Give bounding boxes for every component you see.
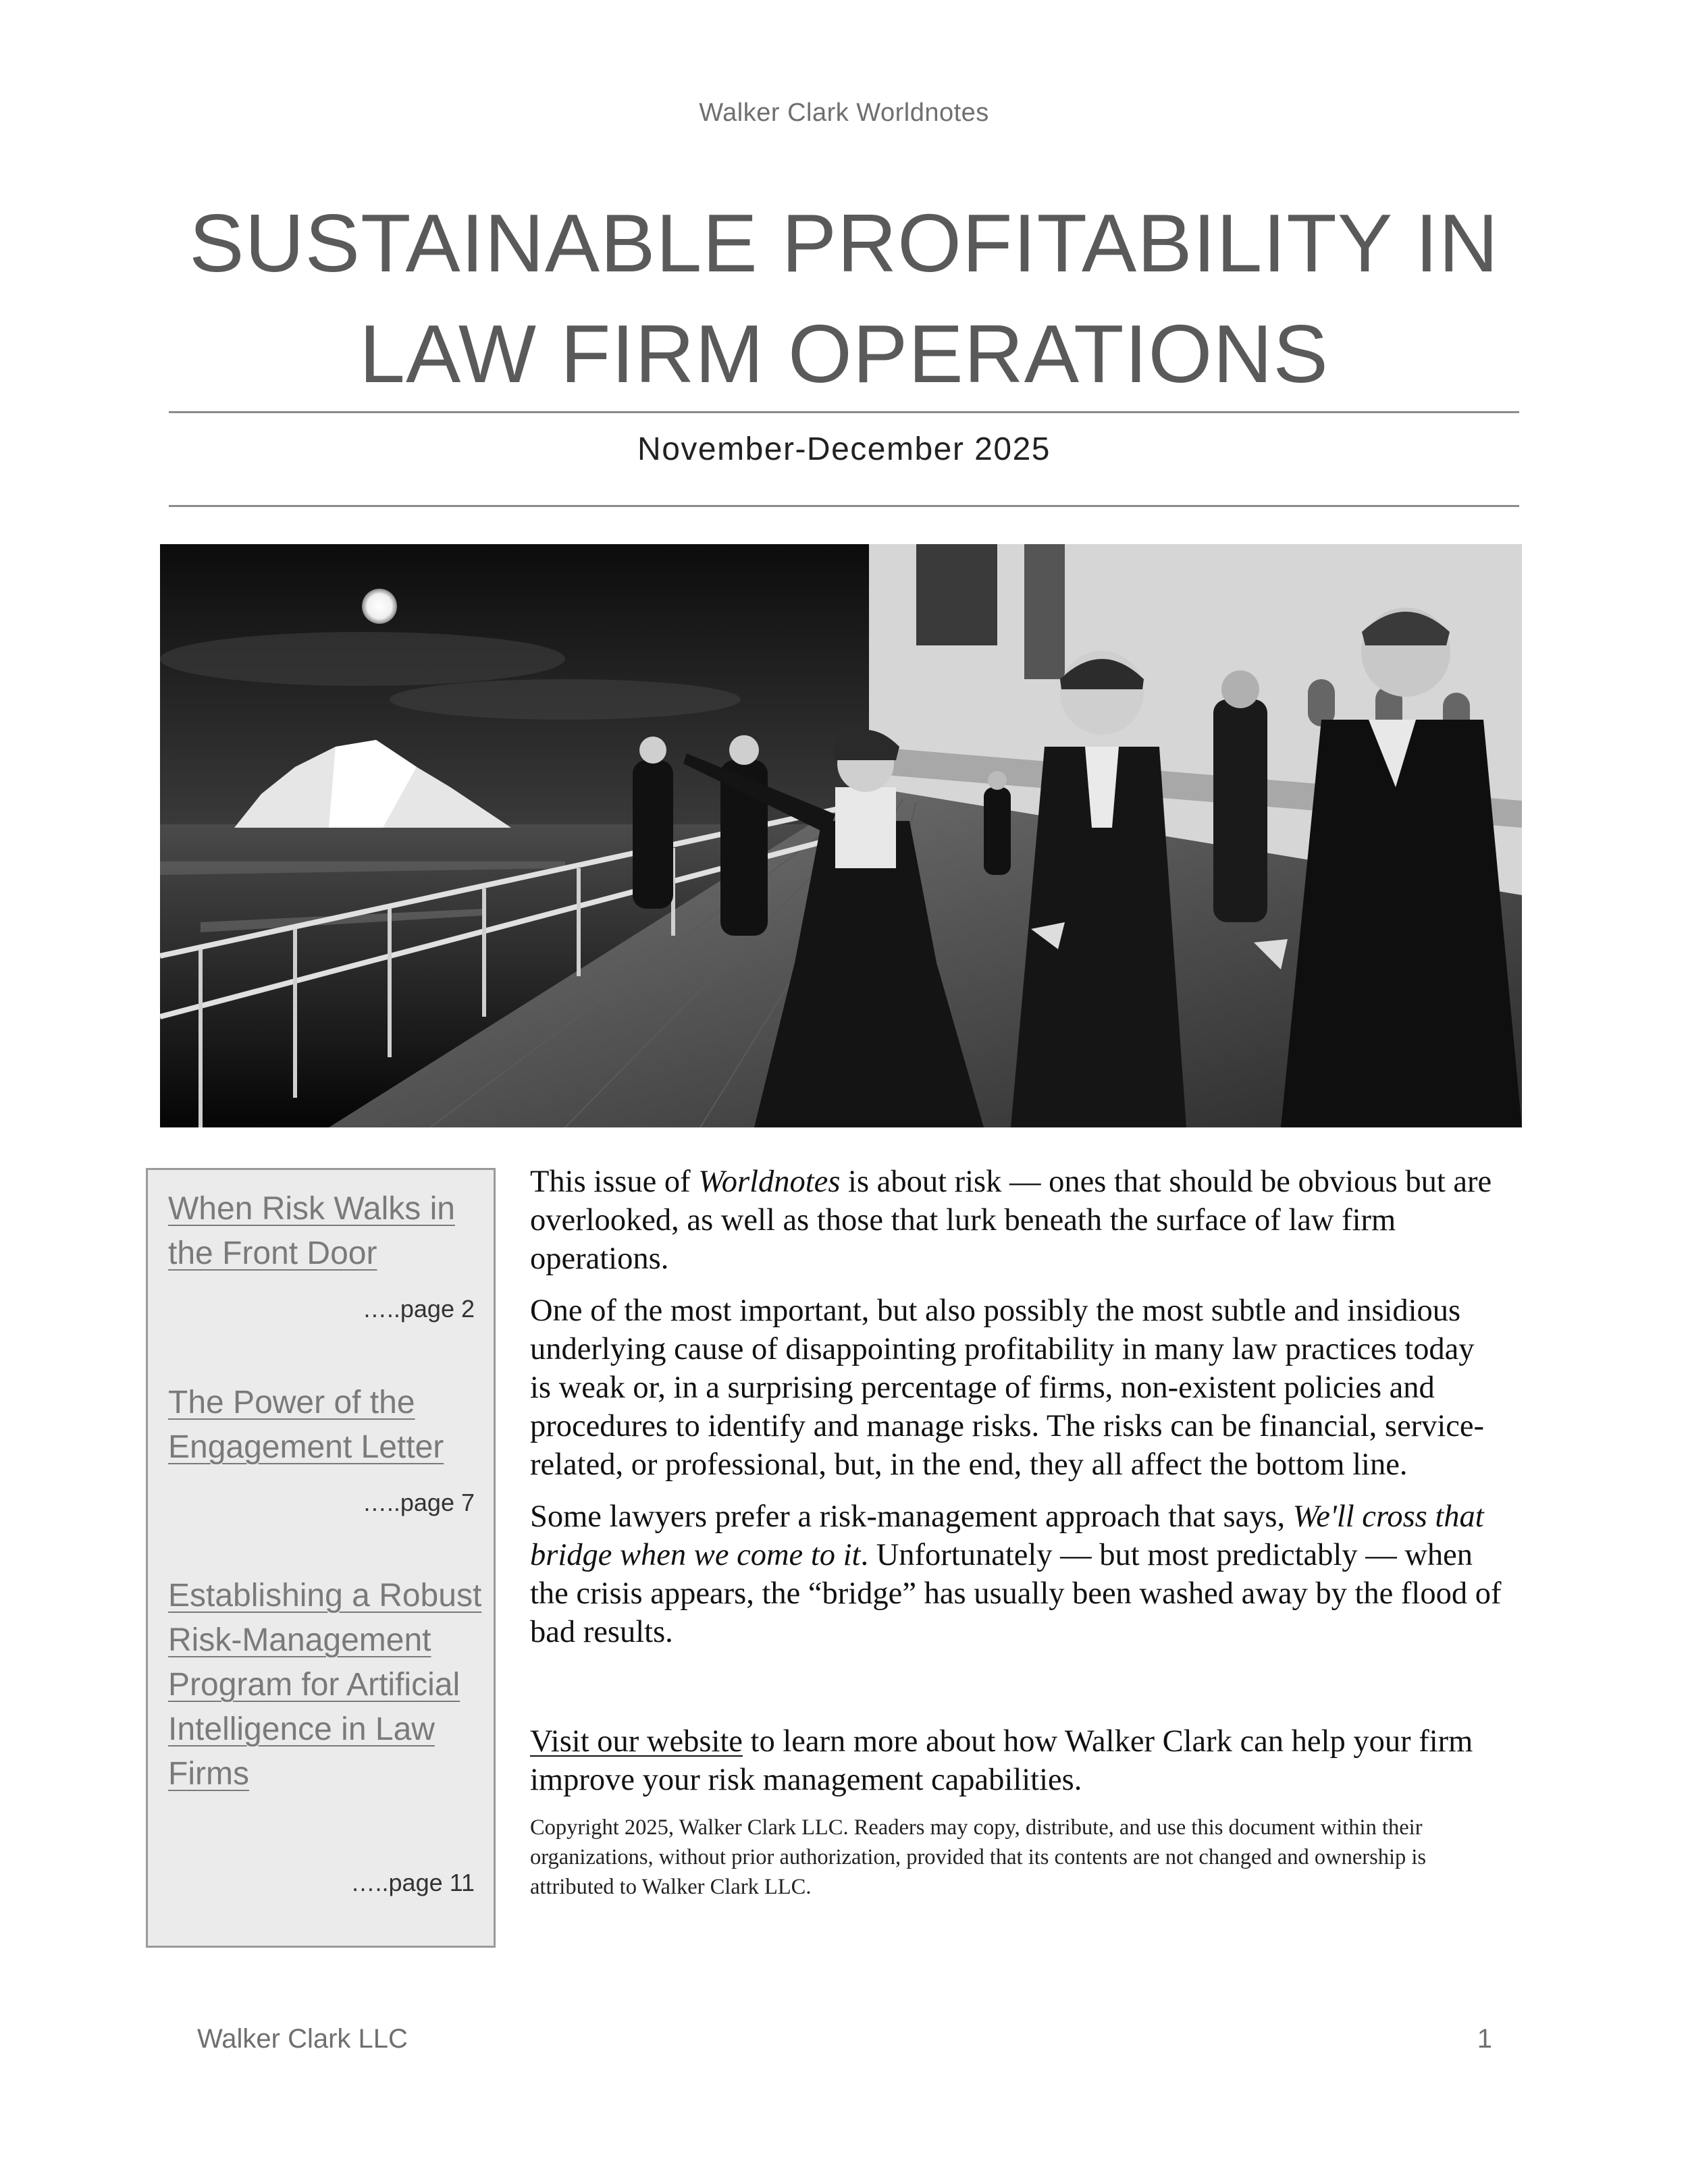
toc-link-ai-risk-program[interactable]: Establishing a Robust Risk-Management Program for Artificial Intelligence in Law Firms xyxy=(168,1578,482,1792)
title-divider-top xyxy=(169,411,1519,413)
publication-name: Worldnotes xyxy=(698,1165,841,1199)
visit-website-link[interactable]: Visit our website xyxy=(530,1724,743,1759)
footer-company: Walker Clark LLC xyxy=(197,2024,408,2054)
issue-date: November-December 2025 xyxy=(637,431,1051,467)
running-head: Walker Clark Worldnotes xyxy=(699,99,989,127)
bridge-quote: We'll cross that bridge when we come to it xyxy=(530,1499,1484,1572)
toc-page-ref-7: …..page 7 xyxy=(362,1489,475,1516)
page-title xyxy=(101,188,1587,409)
intro-paragraph-1: This issue of Worldnotes is about risk — ones that should be obvious but are overlooked, as well as those that lurk beneath the surface of law firm operations. xyxy=(530,1165,1492,1276)
intro-paragraph-2: One of the most important, but also possibly the most subtle and insidious underlying cause of disappointing profitability in many law practices today is weak or, in a surprising percentage of firms, non-existent policies and procedures to identify and manage risks. The risks can be financial, service-related, or professional, but, in the end, they all affect the bottom line. xyxy=(530,1294,1485,1482)
hero-image xyxy=(160,544,1522,1127)
title-divider-bottom xyxy=(169,505,1519,507)
titanic-deck-iceberg-illustration xyxy=(160,544,1522,1127)
title-line-2: LAW FIRM OPERATIONS xyxy=(359,308,1329,400)
toc-link-risk-front-door[interactable]: When Risk Walks in the Front Door xyxy=(168,1191,455,1271)
page-number: 1 xyxy=(1477,2024,1492,2054)
toc-page-ref-2: …..page 2 xyxy=(362,1295,475,1323)
table-of-contents xyxy=(146,1168,496,1948)
copyright-notice: Copyright 2025, Walker Clark LLC. Readers may copy, distribute, and use this document within their organizations, without prior authorization, provided that its contents are not changed and ownership is attributed to Walker Clark LLC. xyxy=(530,1815,1427,1899)
title-line-1: SUSTAINABLE PROFITABILITY IN xyxy=(189,197,1499,289)
website-paragraph: Visit our website to learn more about how Walker Clark can help your firm improve your risk management capabilities. xyxy=(530,1724,1473,1797)
toc-page-ref-11: …..page 11 xyxy=(350,1869,475,1896)
toc-link-engagement-letter[interactable]: The Power of the Engagement Letter xyxy=(168,1385,444,1465)
intro-paragraph-3: Some lawyers prefer a risk-management approach that says, We'll cross that bridge when we come to it. Unfortunately — but most predictably — when the crisis appears, the “bridge” has usually been washed away by the flood of bad results. xyxy=(530,1499,1502,1649)
intro-text xyxy=(530,1163,1502,1915)
